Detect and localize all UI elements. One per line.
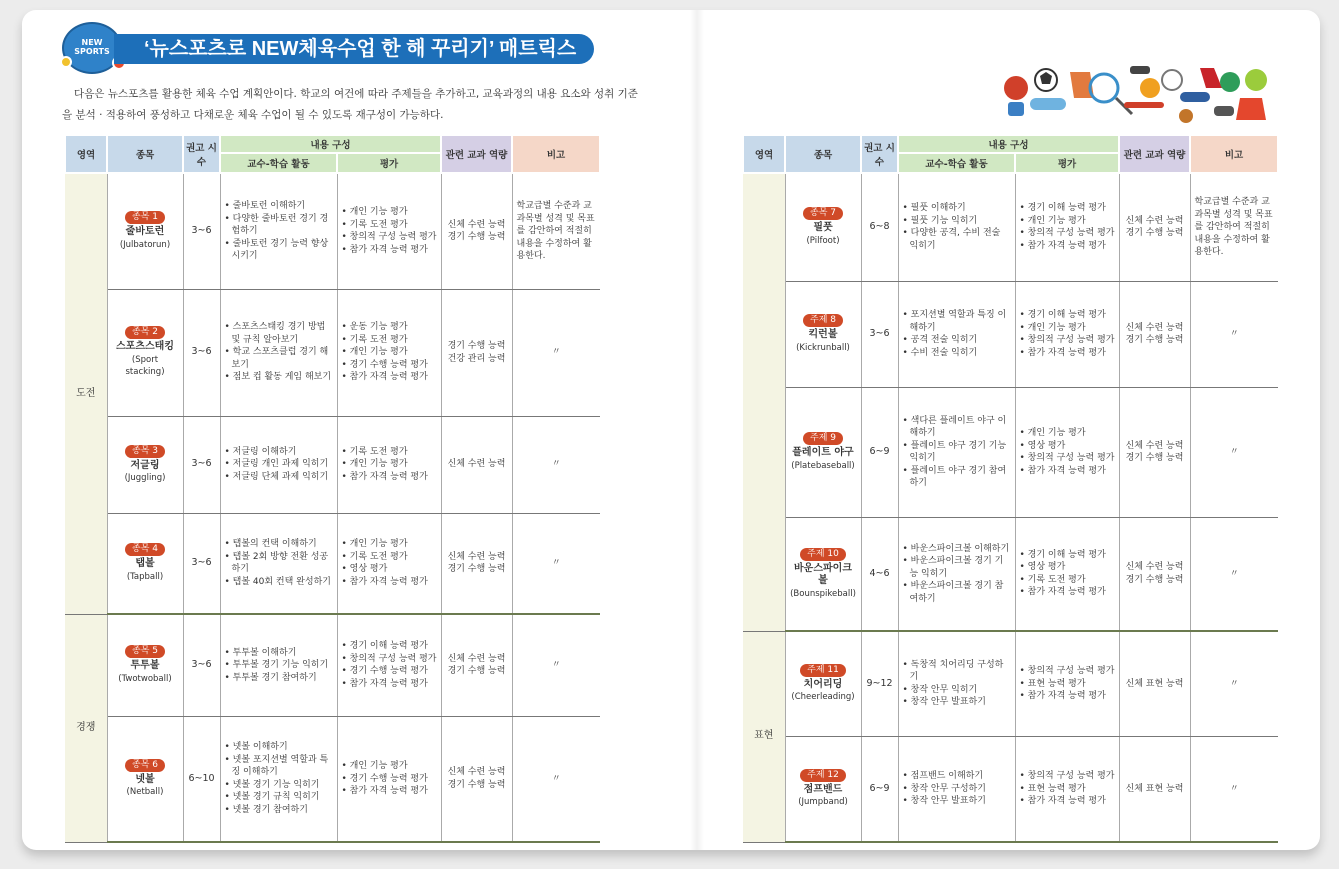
sport-tag-badge: 종목 1 — [125, 211, 165, 224]
evaluation-item: • 경기 이해 능력 평가 — [342, 640, 437, 653]
competency-cell: 신체 수련 능력 경기 수행 능력 — [441, 173, 512, 289]
evaluation-item: • 기록 도전 평가 — [1020, 574, 1115, 587]
sport-name-en: (Cheerleading) — [791, 692, 855, 703]
evaluation-list — [342, 321, 437, 384]
competency-cell: 신체 표현 능력 — [1119, 736, 1190, 842]
competency-cell: 신체 수련 능력 — [441, 416, 512, 513]
sport-cell — [785, 631, 861, 736]
activity-cell — [898, 387, 1015, 517]
evaluation-item: • 참가 자격 능력 평가 — [342, 576, 437, 589]
evaluation-cell — [1015, 173, 1119, 281]
evaluation-list — [342, 206, 437, 256]
area-cell: 경쟁 — [65, 614, 107, 842]
activity-list — [903, 202, 1011, 252]
evaluation-item: • 창의적 구성 능력 평가 — [1020, 452, 1115, 465]
page-fold — [690, 10, 704, 850]
evaluation-list — [1020, 309, 1115, 359]
evaluation-item: • 창의적 구성 능력 평가 — [1020, 227, 1115, 240]
activity-item: • 플레이트 야구 경기 기능 익히기 — [903, 440, 1011, 465]
activity-list — [225, 200, 333, 263]
evaluation-item: • 참가 자격 능력 평가 — [342, 678, 437, 691]
hours-cell: 3~6 — [183, 416, 220, 513]
sport-name-en: (Netball) — [126, 787, 164, 798]
evaluation-item: • 개인 기능 평가 — [1020, 322, 1115, 335]
competency-cell: 경기 수행 능력 건강 관리 능력 — [441, 289, 512, 416]
sport-tag-badge: 종목 7 — [803, 207, 843, 220]
activity-item: • 수비 전술 익히기 — [903, 347, 1011, 360]
note-cell: 학교급별 수준과 교과목별 성격 및 목표를 감안하여 적절히 내용을 수정하여 활용한다. — [512, 173, 600, 289]
sport-cell — [107, 289, 183, 416]
hours-cell: 3~6 — [183, 614, 220, 716]
page-title: ‘뉴스포츠로 NEW체육수업 한 해 꾸리기’ 매트릭스 — [114, 34, 594, 64]
sport-name-ko: 바운스파이크볼 — [794, 562, 852, 586]
table-row — [743, 173, 1278, 281]
sport-cell — [107, 173, 183, 289]
sport-name-en: (Juggling) — [124, 473, 166, 483]
evaluation-list — [1020, 770, 1115, 808]
evaluation-item: • 경기 수행 능력 평가 — [342, 773, 437, 786]
evaluation-item: • 표현 능력 평가 — [1020, 678, 1115, 691]
activity-item: • 탭볼의 컨택 이해하기 — [225, 538, 333, 551]
hours-cell: 3~6 — [183, 173, 220, 289]
col-header-area: 영역 — [743, 135, 785, 173]
sport-cell — [107, 614, 183, 716]
matrix-table-left — [64, 134, 601, 843]
activity-item: • 바운스파이크볼 경기 참여하기 — [903, 580, 1011, 605]
sport-cell — [107, 513, 183, 614]
sport-cell — [785, 281, 861, 387]
activity-item: • 창작 안무 발표하기 — [903, 696, 1011, 709]
activity-cell — [220, 173, 337, 289]
hours-cell: 6~10 — [183, 716, 220, 842]
activity-item: • 필풋 기능 익히기 — [903, 215, 1011, 228]
evaluation-item: • 기록 도전 평가 — [342, 334, 437, 347]
activity-cell — [220, 614, 337, 716]
sport-tag-badge: 종목 2 — [125, 326, 165, 339]
evaluation-item: • 창의적 구성 능력 평가 — [342, 231, 437, 244]
col-header-note: 비고 — [1190, 135, 1278, 173]
col-header-competency: 관련 교과 역량 — [1119, 135, 1190, 173]
note-cell: 〃 — [1190, 281, 1278, 387]
activity-cell — [220, 289, 337, 416]
evaluation-list — [342, 538, 437, 588]
col-header-content: 내용 구성 — [220, 135, 441, 153]
competency-cell: 신체 수련 능력 경기 수행 능력 — [1119, 517, 1190, 631]
evaluation-list — [1020, 549, 1115, 599]
note-cell: 〃 — [1190, 631, 1278, 736]
competency-cell: 신체 수련 능력 경기 수행 능력 — [1119, 173, 1190, 281]
sport-tag-badge: 주제 9 — [803, 432, 843, 445]
activity-item: • 점보 컵 활동 게임 해보기 — [225, 371, 333, 384]
evaluation-item: • 참가 자격 능력 평가 — [342, 371, 437, 384]
hours-cell: 3~6 — [183, 289, 220, 416]
col-header-content: 내용 구성 — [898, 135, 1119, 153]
activity-item: • 투투볼 경기 참여하기 — [225, 672, 333, 685]
sport-name-ko: 플레이트 야구 — [792, 447, 854, 458]
sport-name-en: (Julbatorun) — [119, 239, 171, 250]
evaluation-item: • 경기 수행 능력 평가 — [342, 665, 437, 678]
competency-cell: 신체 수련 능력 경기 수행 능력 — [1119, 387, 1190, 517]
col-header-evaluation: 평가 — [337, 153, 441, 173]
activity-item: • 창작 안무 익히기 — [903, 684, 1011, 697]
activity-item: • 넷볼 경기 규칙 익히기 — [225, 791, 333, 804]
sports-equipment-collage-icon — [1000, 58, 1282, 128]
sport-name-en: (Twotwoball) — [118, 673, 172, 684]
evaluation-cell — [337, 289, 441, 416]
sport-tag-badge: 종목 4 — [125, 543, 165, 556]
col-header-type: 종목 — [107, 135, 183, 173]
evaluation-item: • 영상 평가 — [1020, 440, 1115, 453]
evaluation-item: • 창의적 구성 능력 평가 — [1020, 665, 1115, 678]
sport-name-ko: 킥런볼 — [808, 329, 838, 340]
evaluation-item: • 개인 기능 평가 — [342, 458, 437, 471]
evaluation-item: • 기록 도전 평가 — [342, 219, 437, 232]
activity-item: • 필풋 이해하기 — [903, 202, 1011, 215]
evaluation-item: • 개인 기능 평가 — [1020, 427, 1115, 440]
area-cell — [743, 173, 785, 631]
activity-list — [903, 543, 1011, 606]
activity-list — [903, 659, 1011, 709]
table-row — [743, 736, 1278, 842]
activity-cell — [220, 513, 337, 614]
sport-name-en: (Pilfoot) — [806, 235, 840, 246]
sport-cell — [785, 173, 861, 281]
sport-name-ko: 스포츠스태킹 — [116, 341, 174, 353]
badge-text: NEW SPORTS — [74, 38, 110, 56]
activity-item: • 넷볼 경기 참여하기 — [225, 804, 333, 817]
sport-name-ko: 저글링 — [130, 459, 160, 471]
activity-list — [903, 415, 1011, 490]
evaluation-item: • 참가 자격 능력 평가 — [1020, 240, 1115, 253]
activity-cell — [898, 281, 1015, 387]
evaluation-item: • 개인 기능 평가 — [1020, 215, 1115, 228]
activity-item: • 줄바토런 경기 능력 향상시키기 — [225, 238, 333, 263]
activity-item: • 다양한 공격, 수비 전술 익히기 — [903, 227, 1011, 252]
sport-name-ko: 줄바토런 — [125, 226, 165, 238]
hours-cell: 3~6 — [861, 281, 898, 387]
activity-item: • 창작 안무 구성하기 — [903, 783, 1011, 796]
evaluation-item: • 표현 능력 평가 — [1020, 783, 1115, 796]
new-sports-badge — [62, 22, 122, 74]
evaluation-list — [1020, 427, 1115, 477]
evaluation-item: • 기록 도전 평가 — [342, 551, 437, 564]
activity-cell — [220, 416, 337, 513]
activity-item: • 넷볼 포지션별 역할과 특징 이해하기 — [225, 754, 333, 779]
table-row — [65, 173, 600, 289]
evaluation-list — [342, 640, 437, 690]
activity-cell — [898, 736, 1015, 842]
hours-cell: 4~6 — [861, 517, 898, 631]
table-row — [743, 517, 1278, 631]
note-cell: 〃 — [512, 289, 600, 416]
evaluation-list — [342, 760, 437, 798]
table-row — [65, 716, 600, 842]
evaluation-item: • 참가 자격 능력 평가 — [1020, 690, 1115, 703]
sport-tag-badge: 주제 10 — [800, 548, 846, 561]
table-row — [65, 289, 600, 416]
activity-item: • 넷볼 경기 기능 익히기 — [225, 779, 333, 792]
table-row — [743, 631, 1278, 736]
activity-cell — [898, 517, 1015, 631]
sport-tag-badge: 주제 12 — [800, 769, 846, 782]
hours-cell: 9~12 — [861, 631, 898, 736]
evaluation-item: • 참가 자격 능력 평가 — [342, 785, 437, 798]
col-header-activity: 교수-학습 활동 — [898, 153, 1015, 173]
activity-list — [225, 321, 333, 384]
evaluation-item: • 영상 평가 — [342, 563, 437, 576]
evaluation-cell — [1015, 387, 1119, 517]
activity-list — [903, 309, 1011, 359]
activity-item: • 바운스파이크볼 이해하기 — [903, 543, 1011, 556]
evaluation-item: • 경기 이해 능력 평가 — [1020, 309, 1115, 322]
sport-cell — [107, 716, 183, 842]
activity-item: • 탭볼 2회 방향 전환 성공하기 — [225, 551, 333, 576]
evaluation-list — [1020, 202, 1115, 252]
col-header-activity: 교수-학습 활동 — [220, 153, 337, 173]
evaluation-cell — [1015, 736, 1119, 842]
activity-item: • 점프밴드 이해하기 — [903, 770, 1011, 783]
evaluation-cell — [337, 513, 441, 614]
activity-cell — [220, 716, 337, 842]
evaluation-item: • 창의적 구성 능력 평가 — [1020, 334, 1115, 347]
evaluation-cell — [1015, 281, 1119, 387]
activity-item: • 저글링 단체 과제 익히기 — [225, 471, 333, 484]
area-cell: 표현 — [743, 631, 785, 842]
evaluation-item: • 참가 자격 능력 평가 — [342, 244, 437, 257]
evaluation-cell — [1015, 517, 1119, 631]
activity-item: • 학교 스포츠클럽 경기 해보기 — [225, 346, 333, 371]
evaluation-item: • 개인 기능 평가 — [342, 206, 437, 219]
activity-item: • 줄바토런 이해하기 — [225, 200, 333, 213]
evaluation-item: • 영상 평가 — [1020, 561, 1115, 574]
table-row — [65, 614, 600, 716]
activity-item: • 포지션별 역할과 특징 이해하기 — [903, 309, 1011, 334]
sport-cell — [107, 416, 183, 513]
competency-cell: 신체 수련 능력 경기 수행 능력 — [441, 513, 512, 614]
activity-cell — [898, 631, 1015, 736]
activity-item: • 투투볼 경기 기능 익히기 — [225, 659, 333, 672]
note-cell: 학교급별 수준과 교과목별 성격 및 목표를 감안하여 적절히 내용을 수정하여 활용한다. — [1190, 173, 1278, 281]
evaluation-item: • 경기 이해 능력 평가 — [1020, 549, 1115, 562]
col-header-area: 영역 — [65, 135, 107, 173]
evaluation-item: • 참가 자격 능력 평가 — [1020, 795, 1115, 808]
evaluation-item: • 창의적 구성 능력 평가 — [342, 653, 437, 666]
sport-name-en: (Tapball) — [126, 571, 164, 582]
activity-item: • 탭볼 40회 컨택 완성하기 — [225, 576, 333, 589]
evaluation-item: • 참가 자격 능력 평가 — [342, 471, 437, 484]
sport-name-en: (Bounspikeball) — [790, 588, 856, 599]
evaluation-item: • 경기 수행 능력 평가 — [342, 359, 437, 372]
activity-item: • 플레이트 야구 경기 참여하기 — [903, 465, 1011, 490]
evaluation-item: • 개인 기능 평가 — [342, 346, 437, 359]
activity-list — [225, 741, 333, 816]
sport-tag-badge: 종목 5 — [125, 645, 165, 658]
col-header-hours: 권고 시수 — [861, 135, 898, 173]
sport-name-en: (Platebaseball) — [791, 460, 855, 471]
col-header-competency: 관련 교과 역량 — [441, 135, 512, 173]
hours-cell: 6~9 — [861, 387, 898, 517]
competency-cell: 신체 수련 능력 경기 수행 능력 — [1119, 281, 1190, 387]
matrix-table-right — [742, 134, 1279, 843]
evaluation-item: • 경기 이해 능력 평가 — [1020, 202, 1115, 215]
sport-tag-badge: 종목 6 — [125, 759, 165, 772]
note-cell: 〃 — [1190, 387, 1278, 517]
area-cell: 도전 — [65, 173, 107, 614]
evaluation-cell — [337, 416, 441, 513]
activity-item: • 스포츠스태킹 경기 방법 및 규칙 알아보기 — [225, 321, 333, 346]
competency-cell: 신체 수련 능력 경기 수행 능력 — [441, 716, 512, 842]
note-cell: 〃 — [1190, 736, 1278, 842]
sport-cell — [785, 387, 861, 517]
hours-cell: 3~6 — [183, 513, 220, 614]
sport-name-ko: 점프밴드 — [803, 783, 843, 795]
sport-name-en: (Kickrunball) — [796, 342, 850, 353]
table-row — [743, 281, 1278, 387]
sport-name-ko: 투투볼 — [130, 660, 160, 672]
activity-list — [225, 446, 333, 484]
note-cell: 〃 — [512, 513, 600, 614]
activity-cell — [898, 173, 1015, 281]
activity-item: • 저글링 개인 과제 익히기 — [225, 458, 333, 471]
evaluation-item: • 운동 기능 평가 — [342, 321, 437, 334]
evaluation-item: • 개인 기능 평가 — [342, 538, 437, 551]
sport-name-en: (Jumpband) — [798, 797, 848, 808]
evaluation-cell — [337, 614, 441, 716]
evaluation-cell — [337, 716, 441, 842]
sport-cell — [785, 517, 861, 631]
note-cell: 〃 — [512, 614, 600, 716]
evaluation-cell — [1015, 631, 1119, 736]
sport-tag-badge: 주제 11 — [800, 664, 846, 677]
sport-tag-badge: 주제 8 — [803, 314, 843, 327]
col-header-type: 종목 — [785, 135, 861, 173]
evaluation-item: • 참가 자격 능력 평가 — [1020, 465, 1115, 478]
hours-cell: 6~9 — [861, 736, 898, 842]
hours-cell: 6~8 — [861, 173, 898, 281]
sport-name-ko: 넷볼 — [135, 773, 155, 785]
evaluation-item: • 기록 도전 평가 — [342, 446, 437, 459]
activity-item: • 창작 안무 발표하기 — [903, 795, 1011, 808]
activity-list — [225, 538, 333, 588]
activity-list — [225, 647, 333, 685]
activity-item: • 색다른 플레이트 야구 이해하기 — [903, 415, 1011, 440]
competency-cell: 신체 표현 능력 — [1119, 631, 1190, 736]
note-cell: 〃 — [512, 716, 600, 842]
activity-item: • 저글링 이해하기 — [225, 446, 333, 459]
sport-name-ko: 치어리딩 — [803, 678, 843, 690]
evaluation-item: • 참가 자격 능력 평가 — [1020, 347, 1115, 360]
sport-name-ko: 탭볼 — [135, 558, 155, 570]
page-spread — [22, 10, 1320, 850]
activity-list — [903, 770, 1011, 808]
col-header-note: 비고 — [512, 135, 600, 173]
sport-cell — [785, 736, 861, 842]
activity-item: • 투투볼 이해하기 — [225, 647, 333, 660]
table-row — [65, 513, 600, 614]
competency-cell: 신체 수련 능력 경기 수행 능력 — [441, 614, 512, 716]
table-row — [65, 416, 600, 513]
col-header-evaluation: 평가 — [1015, 153, 1119, 173]
sport-name-ko: 필풋 — [813, 222, 833, 234]
evaluation-item: • 참가 자격 능력 평가 — [1020, 586, 1115, 599]
activity-item: • 넷볼 이해하기 — [225, 741, 333, 754]
sport-tag-badge: 종목 3 — [125, 445, 165, 458]
evaluation-cell — [337, 173, 441, 289]
table-row — [743, 387, 1278, 517]
activity-item: • 독창적 치어리딩 구성하기 — [903, 659, 1011, 684]
activity-item: • 다양한 줄바토런 경기 경험하기 — [225, 213, 333, 238]
activity-item: • 공격 전술 익히기 — [903, 334, 1011, 347]
evaluation-list — [342, 446, 437, 484]
sport-name-en: (Sport stacking) — [125, 354, 165, 378]
note-cell: 〃 — [1190, 517, 1278, 631]
evaluation-list — [1020, 665, 1115, 703]
note-cell: 〃 — [512, 416, 600, 513]
evaluation-item: • 개인 기능 평가 — [342, 760, 437, 773]
evaluation-item: • 창의적 구성 능력 평가 — [1020, 770, 1115, 783]
activity-item: • 바운스파이크볼 경기 기능 익히기 — [903, 555, 1011, 580]
intro-paragraph: 다음은 뉴스포츠를 활용한 체육 수업 계획안이다. 학교의 여건에 따라 주제들을 추가하고, 교육과정의 내용 요소와 성취 기준을 분석 · 적용하여 풍성하고 다채로운 체육 수업이 될 수 있도록 재구성이 가능하다. — [62, 88, 638, 121]
ball-icon — [60, 56, 72, 68]
col-header-hours: 권고 시수 — [183, 135, 220, 173]
